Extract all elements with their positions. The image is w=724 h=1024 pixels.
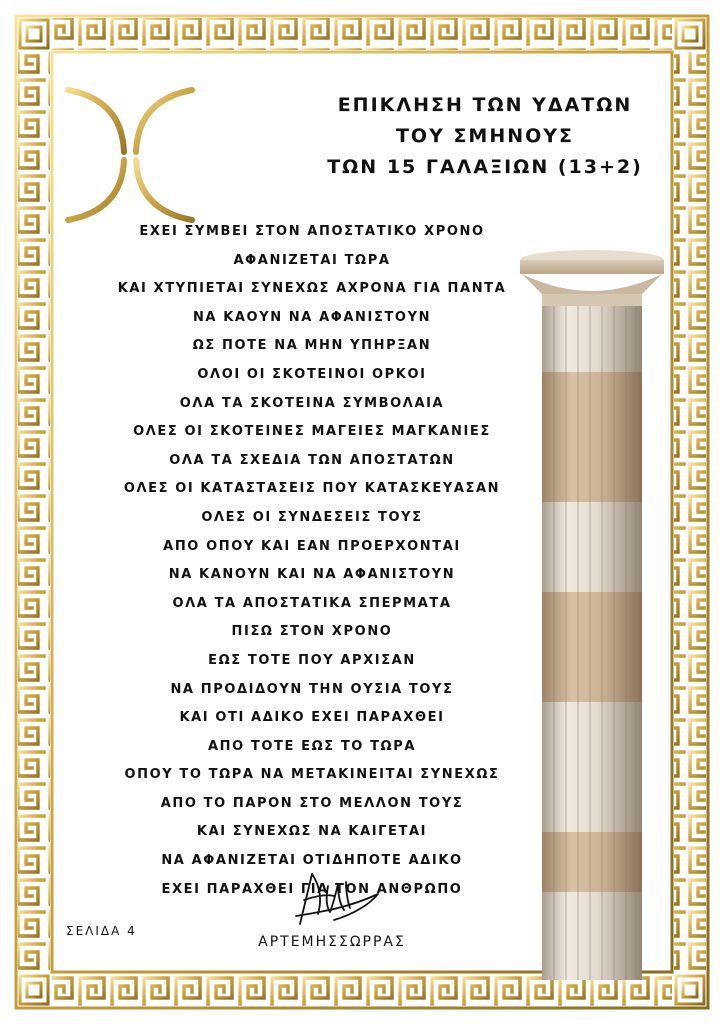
title-line: ΕΠΙΚΛΗΣΗ ΤΩΝ ΥΔΑΤΩΝ (337, 94, 633, 116)
text-line: ΟΛΕΣ ΟΙ ΣΚΟΤΕΙΝΕΣ ΜΑΓΕΙΕΣ ΜΑΓΚΑΝΙΕΣ (133, 424, 491, 440)
page-number-label: ΣΕΛΙΔΑ 4 (66, 924, 137, 938)
text-line: ΕΩΣ ΤΟΤΕ ΠΟΥ ΑΡΧΙΣΑΝ (208, 652, 416, 668)
text-line: ΑΠΟ ΟΠΟΥ ΚΑΙ ΕΑΝ ΠΡΟΕΡΧΟΝΤΑΙ (163, 538, 461, 554)
text-line: ΑΦΑΝΙΖΕΤΑΙ ΤΩΡΑ (233, 252, 391, 268)
invocation-text (62, 218, 562, 904)
text-line: ΕΧΕΙ ΠΑΡΑΧΘΕΙ ΓΙΑ ΤΟΝ ΑΝΘΡΩΠΟ (161, 881, 463, 897)
text-line: ΚΑΙ ΧΤΥΠΙΕΤΑΙ ΣΥΝΕΧΩΣ ΑΧΡΟΝΑ ΓΙΑ ΠΑΝΤΑ (117, 281, 507, 297)
golden-star-symbol-icon (60, 82, 200, 228)
author-name: ΑΡΤΕΜΗΣΣΩΡΡΑΣ (258, 934, 406, 950)
text-line: ΚΑΙ ΣΥΝΕΧΩΣ ΝΑ ΚΑΙΓΕΤΑΙ (196, 824, 428, 840)
text-line: ΑΠΟ ΤΟ ΠΑΡΟΝ ΣΤΟ ΜΕΛΛΟΝ ΤΟΥΣ (160, 795, 464, 811)
text-line: ΟΛΑ ΤΑ ΣΧΕΔΙΑ ΤΩΝ ΑΠΟΣΤΑΤΩΝ (169, 452, 455, 468)
text-line: ΟΛΕΣ ΟΙ ΣΥΝΔΕΣΕΙΣ ΤΟΥΣ (201, 509, 423, 525)
text-line: ΟΠΟΥ ΤΟ ΤΩΡΑ ΝΑ ΜΕΤΑΚΙΝΕΙΤΑΙ ΣΥΝΕΧΩΣ (124, 767, 500, 783)
text-line: ΟΛΑ ΤΑ ΣΚΟΤΕΙΝΑ ΣΥΜΒΟΛΑΙΑ (179, 395, 445, 411)
text-line: ΠΙΣΩ ΣΤΟΝ ΧΡΟΝΟ (231, 624, 393, 640)
text-line: ΝΑ ΠΡΟΔΙΔΟΥΝ ΤΗΝ ΟΥΣΙΑ ΤΟΥΣ (170, 681, 454, 697)
text-line: ΟΛΑ ΤΑ ΑΠΟΣΤΑΤΙΚΑ ΣΠΕΡΜΑΤΑ (172, 595, 452, 611)
text-line: ΝΑ ΚΑΟΥΝ ΝΑ ΑΦΑΝΙΣΤΟΥΝ (192, 309, 432, 325)
text-line: ΚΑΙ ΟΤΙ ΑΔΙΚΟ ΕΧΕΙ ΠΑΡΑΧΘΕΙ (179, 710, 445, 726)
text-line: ΟΛΟΙ ΟΙ ΣΚΟΤΕΙΝΟΙ ΟΡΚΟΙ (197, 366, 427, 382)
text-line: ΟΛΕΣ ΟΙ ΚΑΤΑΣΤΑΣΕΙΣ ΠΟΥ ΚΑΤΑΣΚΕΥΑΣΑΝ (123, 481, 501, 497)
document-title (320, 90, 650, 183)
text-line: ΩΣ ΠΟΤΕ ΝΑ ΜΗΝ ΥΠΗΡΞΑΝ (192, 338, 432, 354)
title-line: ΤΩΝ 15 ΓΑΛΑΞΙΩΝ (13+2) (327, 156, 643, 178)
text-line: ΑΠΟ ΤΟΤΕ ΕΩΣ ΤΟ ΤΩΡΑ (207, 738, 416, 754)
handwritten-signature (290, 866, 386, 930)
text-line: ΕΧΕΙ ΣΥΜΒΕΙ ΣΤΟΝ ΑΠΟΣΤΑΤΙΚΟ ΧΡΟΝΟ (139, 224, 485, 239)
title-line: ΤΟΥ ΣΜΗΝΟΥΣ (395, 125, 575, 147)
text-line: ΝΑ ΚΑΝΟΥΝ ΚΑΙ ΝΑ ΑΦΑΝΙΣΤΟΥΝ (168, 567, 456, 583)
text-line: ΝΑ ΑΦΑΝΙΖΕΤΑΙ ΟΤΙΔΗΠΟΤΕ ΑΔΙΚΟ (161, 853, 463, 869)
